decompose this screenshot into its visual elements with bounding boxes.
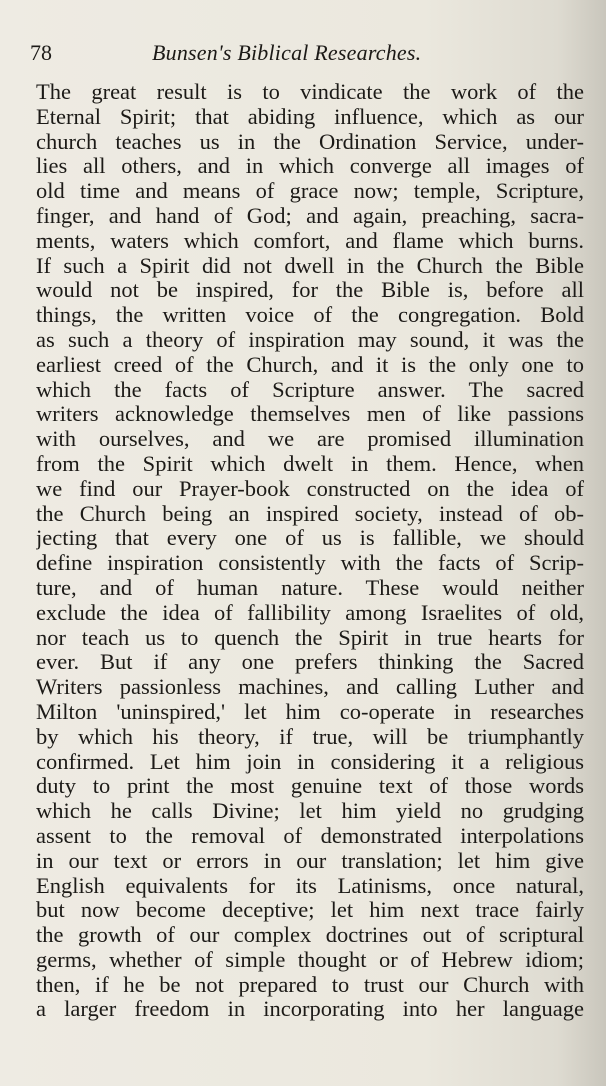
text-line: ture, and of human nature. These would neither [36,575,584,600]
text-line: writers acknowledge themselves men of like passions [36,402,584,427]
text-line: which he calls Divine; let him yield no grudging [36,799,584,824]
page-number: 78 [30,40,52,65]
text-line: in our text or errors in our translation; let him give [36,848,584,873]
text-line: Eternal Spirit; that abiding influence, which as our [36,104,584,129]
text-line: ments, waters which comfort, and flame which burns. [36,228,584,253]
text-line: The great result is to vindicate the work of the [36,80,584,104]
body-text [36,80,584,1022]
text-line: define inspiration consistently with the facts of Scrip- [36,551,584,576]
text-line: finger, and hand of God; and again, preaching, sacra- [36,203,584,228]
text-line: duty to print the most genuine text of those words [36,774,584,799]
page-bottom-margin [0,1046,606,1086]
page-header [30,36,570,70]
text-line: earliest creed of the Church, and it is the only one to [36,352,584,377]
text-line: from the Spirit which dwelt in them. Hence, when [36,451,584,476]
text-line: but now become deceptive; let him next trace fairly [36,898,584,923]
text-line: assent to the removal of demonstrated interpolations [36,823,584,848]
text-line: we find our Prayer-book constructed on the idea of [36,476,584,501]
text-line: a larger freedom in incorporating into her language [36,997,584,1022]
text-line: English equivalents for its Latinisms, once natural, [36,873,584,898]
text-line: things, the written voice of the congregation. Bold [36,303,584,328]
running-title: Bunsen's Biblical Researches. [152,40,422,65]
text-line: lies all others, and in which converge all images of [36,154,584,179]
text-line: church teaches us in the Ordination Service, under- [36,129,584,154]
text-line: as such a theory of inspiration may sound, it was the [36,327,584,352]
text-line: confirmed. Let him join in considering it a religious [36,749,584,774]
text-line: by which his theory, if true, will be triumphantly [36,724,584,749]
text-line: nor teach us to quench the Spirit in true hearts for [36,625,584,650]
text-line: exclude the idea of fallibility among Israelites of old, [36,600,584,625]
text-line: would not be inspired, for the Bible is, before all [36,278,584,303]
text-line: old time and means of grace now; temple, Scripture, [36,179,584,204]
text-line: ever. But if any one prefers thinking the Sacred [36,650,584,675]
text-line: the Church being an inspired society, instead of ob- [36,501,584,526]
text-line: Writers passionless machines, and calling Luther and [36,675,584,700]
text-line: If such a Spirit did not dwell in the Church the Bible [36,253,584,278]
text-line: then, if he be not prepared to trust our Church with [36,972,584,997]
text-line: jecting that every one of us is fallible, we should [36,526,584,551]
text-line: with ourselves, and we are promised illumination [36,427,584,452]
text-line: Milton 'uninspired,' let him co-operate in researches [36,699,584,724]
text-line: which the facts of Scripture answer. The sacred [36,377,584,402]
text-line: germs, whether of simple thought or of Hebrew idiom; [36,947,584,972]
text-line: the growth of our complex doctrines out of scriptural [36,923,584,948]
